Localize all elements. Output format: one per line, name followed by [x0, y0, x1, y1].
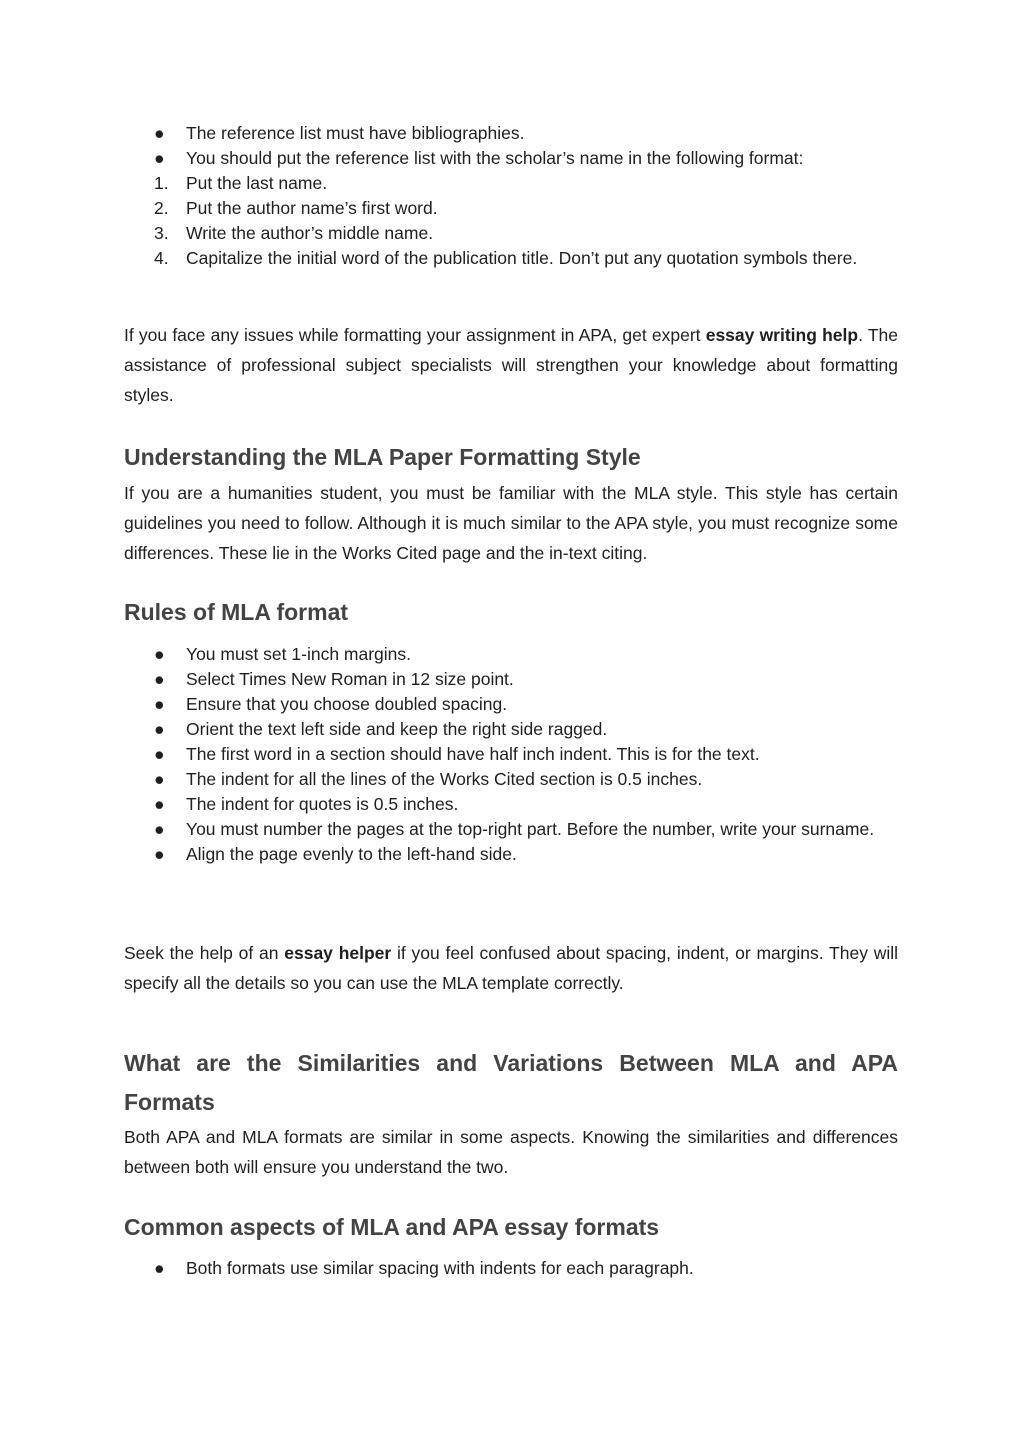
list-number: 3.	[154, 223, 169, 243]
list-item	[124, 171, 898, 196]
bullet-icon: ●	[154, 148, 165, 168]
bullet-icon: ●	[154, 1258, 165, 1278]
list-number: 2.	[154, 198, 169, 218]
list-item-text: Write the author’s middle name.	[186, 223, 434, 243]
list-item-text: The reference list must have bibliographies.	[186, 123, 525, 143]
list-item	[124, 767, 898, 792]
paragraph-text: . The assistance of professional subject specialists will strengthen your knowledge about formatting styles.	[124, 325, 898, 405]
list-item-text: Put the author name’s first word.	[186, 198, 438, 218]
bullet-icon: ●	[154, 769, 165, 789]
paragraph-text: If you face any issues while formatting your assignment in APA, get expert	[124, 325, 706, 345]
list-number: 1.	[154, 173, 169, 193]
list-item	[124, 642, 898, 667]
bullet-icon: ●	[154, 794, 165, 814]
bullet-icon: ●	[154, 744, 165, 764]
list-item-text: You must set 1-inch margins.	[186, 644, 412, 664]
list-number: 4.	[154, 248, 169, 268]
mla-rules-list	[124, 642, 898, 867]
compare-intro-paragraph: Both APA and MLA formats are similar in some aspects. Knowing the similarities and differences between both will ensure you understand the two.	[124, 1127, 898, 1177]
list-item	[124, 817, 898, 842]
mla-intro-paragraph: If you are a humanities student, you must be familiar with the MLA style. This style has certain guidelines you need to follow. Although it is much similar to the APA style, you must recognize some differences. These lie in the Works Cited page and the in-text citing.	[124, 483, 898, 563]
essay-writing-help-link[interactable]: essay writing help	[705, 325, 859, 345]
list-item	[124, 196, 898, 221]
list-item	[124, 692, 898, 717]
list-item-text: Orient the text left side and keep the right side ragged.	[186, 719, 608, 739]
list-item-text: Capitalize the initial word of the publication title. Don’t put any quotation symbols there.	[186, 248, 858, 268]
bullet-icon: ●	[154, 819, 165, 839]
list-item	[124, 1256, 898, 1281]
bullet-icon: ●	[154, 719, 165, 739]
list-item	[124, 717, 898, 742]
list-item-text: Ensure that you choose doubled spacing.	[186, 694, 508, 714]
list-item	[124, 842, 898, 867]
list-item-text: The first word in a section should have half inch indent. This is for the text.	[186, 744, 760, 764]
essay-helper-link[interactable]: essay helper	[284, 943, 392, 963]
list-item-text: You must number the pages at the top-right part. Before the number, write your surname.	[186, 819, 875, 839]
paragraph-text: if you feel confused about spacing, indent, or margins. They will specify all the details so you can use the MLA template correctly.	[124, 943, 899, 993]
essay-helper-paragraph	[124, 938, 898, 998]
list-item-text: You should put the reference list with the scholar’s name in the following format:	[186, 148, 804, 168]
list-item-text: Select Times New Roman in 12 size point.	[186, 669, 514, 689]
section-heading-rules: Rules of MLA format	[124, 599, 349, 625]
section-heading-common: Common aspects of MLA and APA essay formats	[124, 1214, 660, 1240]
list-item-text: Put the last name.	[186, 173, 328, 193]
list-item	[124, 792, 898, 817]
reference-list-rules	[124, 121, 898, 271]
list-item-text: Align the page evenly to the left-hand side.	[186, 844, 517, 864]
list-item-text: Both formats use similar spacing with indents for each paragraph.	[186, 1258, 694, 1278]
section-heading-mla: Understanding the MLA Paper Formatting Style	[124, 444, 641, 470]
list-item	[124, 221, 898, 246]
list-item-text: The indent for all the lines of the Works Cited section is 0.5 inches.	[186, 769, 703, 789]
common-aspects-list	[124, 1256, 898, 1281]
bullet-icon: ●	[154, 644, 165, 664]
paragraph-text: Seek the help of an	[124, 943, 285, 963]
bullet-icon: ●	[154, 844, 165, 864]
bullet-icon: ●	[154, 694, 165, 714]
list-item	[124, 121, 898, 146]
list-item	[124, 742, 898, 767]
apa-help-paragraph	[124, 320, 898, 410]
list-item	[124, 667, 898, 692]
list-item	[124, 146, 898, 171]
bullet-icon: ●	[154, 123, 165, 143]
bullet-icon: ●	[154, 669, 165, 689]
list-item	[124, 246, 898, 271]
section-heading-compare: What are the Similarities and Variations Between MLA and APA Formats	[124, 1050, 898, 1115]
list-item-text: The indent for quotes is 0.5 inches.	[186, 794, 459, 814]
